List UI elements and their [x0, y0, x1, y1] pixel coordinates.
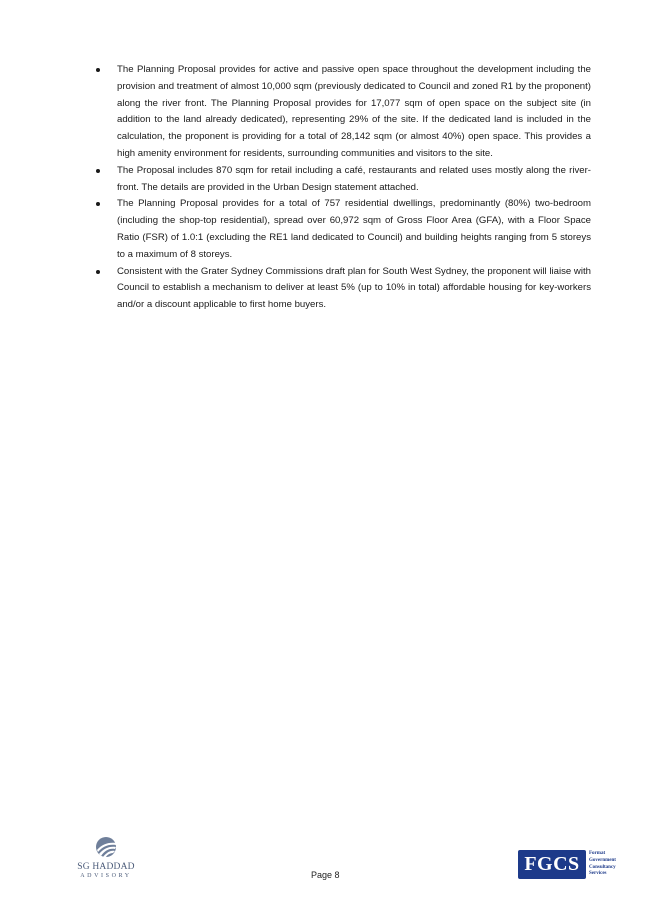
fgcs-word: Government — [589, 857, 616, 863]
bullet-text: The Planning Proposal provides for active and passive open space throughout the development including the provision and treatment of almost 10,000 sqm (previously dedicated to Council and zoned R1 by the proponent) along the river front. The Planning Proposal provides for 17,077 sqm of open space on the subject site (in addition to the land already dedicated), representing 29% of the site. If the dedicated land is included in the calculation, the proponent is providing for a total of 28,142 sqm (or almost 40%) open space. This provides a high amenity environment for residents, surrounding communities and visitors to the site. — [117, 64, 591, 159]
fgcs-wordmark — [589, 851, 629, 878]
page-footer — [0, 830, 653, 890]
bullet-list — [94, 62, 591, 314]
bullet-text: The Planning Proposal provides for a total of 757 residential dwellings, predominantly (80%) two-bedroom (including the shop-top residential), spread over 60,972 sqm of Gross Floor Area (GFA), with a Floor Space Ratio (FSR) of 1.0:1 (excluding the RE1 land dedicated to Council) and building heights ranging from 5 storeys to a maximum of 8 storeys. — [117, 198, 591, 260]
bullet-icon — [96, 68, 100, 72]
page-number: Page 8 — [311, 870, 340, 880]
bullet-text: The Proposal includes 870 sqm for retail including a café, restaurants and related uses mostly along the river-front. The details are provided in the Urban Design statement attached. — [117, 164, 591, 193]
bullet-item-dwellings — [94, 196, 591, 263]
fgcs-word: Services — [589, 871, 607, 877]
bullet-item-open-space — [94, 62, 591, 163]
sg-haddad-logo — [73, 836, 143, 890]
fgcs-word: Consultancy — [589, 864, 616, 870]
bullet-text: Consistent with the Grater Sydney Commissions draft plan for South West Sydney, the proponent will liaise with Council to establish a mechanism to deliver at least 5% (up to 10% in total) affordable housing for key-workers and/or a discount applicable to first home buyers. — [117, 265, 591, 311]
fgcs-mark: FGCS — [518, 850, 586, 879]
bullet-icon — [96, 169, 100, 173]
fgcs-word: Format — [589, 851, 606, 856]
sg-haddad-subtitle: ADVISORY — [80, 873, 132, 879]
sg-haddad-name: SG HADDAD — [77, 862, 135, 872]
bullet-item-affordable-housing — [94, 264, 591, 314]
bullet-icon — [96, 270, 100, 274]
sg-haddad-emblem-icon — [95, 836, 117, 860]
bullet-item-retail — [94, 163, 591, 197]
fgcs-logo — [518, 850, 628, 880]
bullet-icon — [96, 202, 100, 206]
